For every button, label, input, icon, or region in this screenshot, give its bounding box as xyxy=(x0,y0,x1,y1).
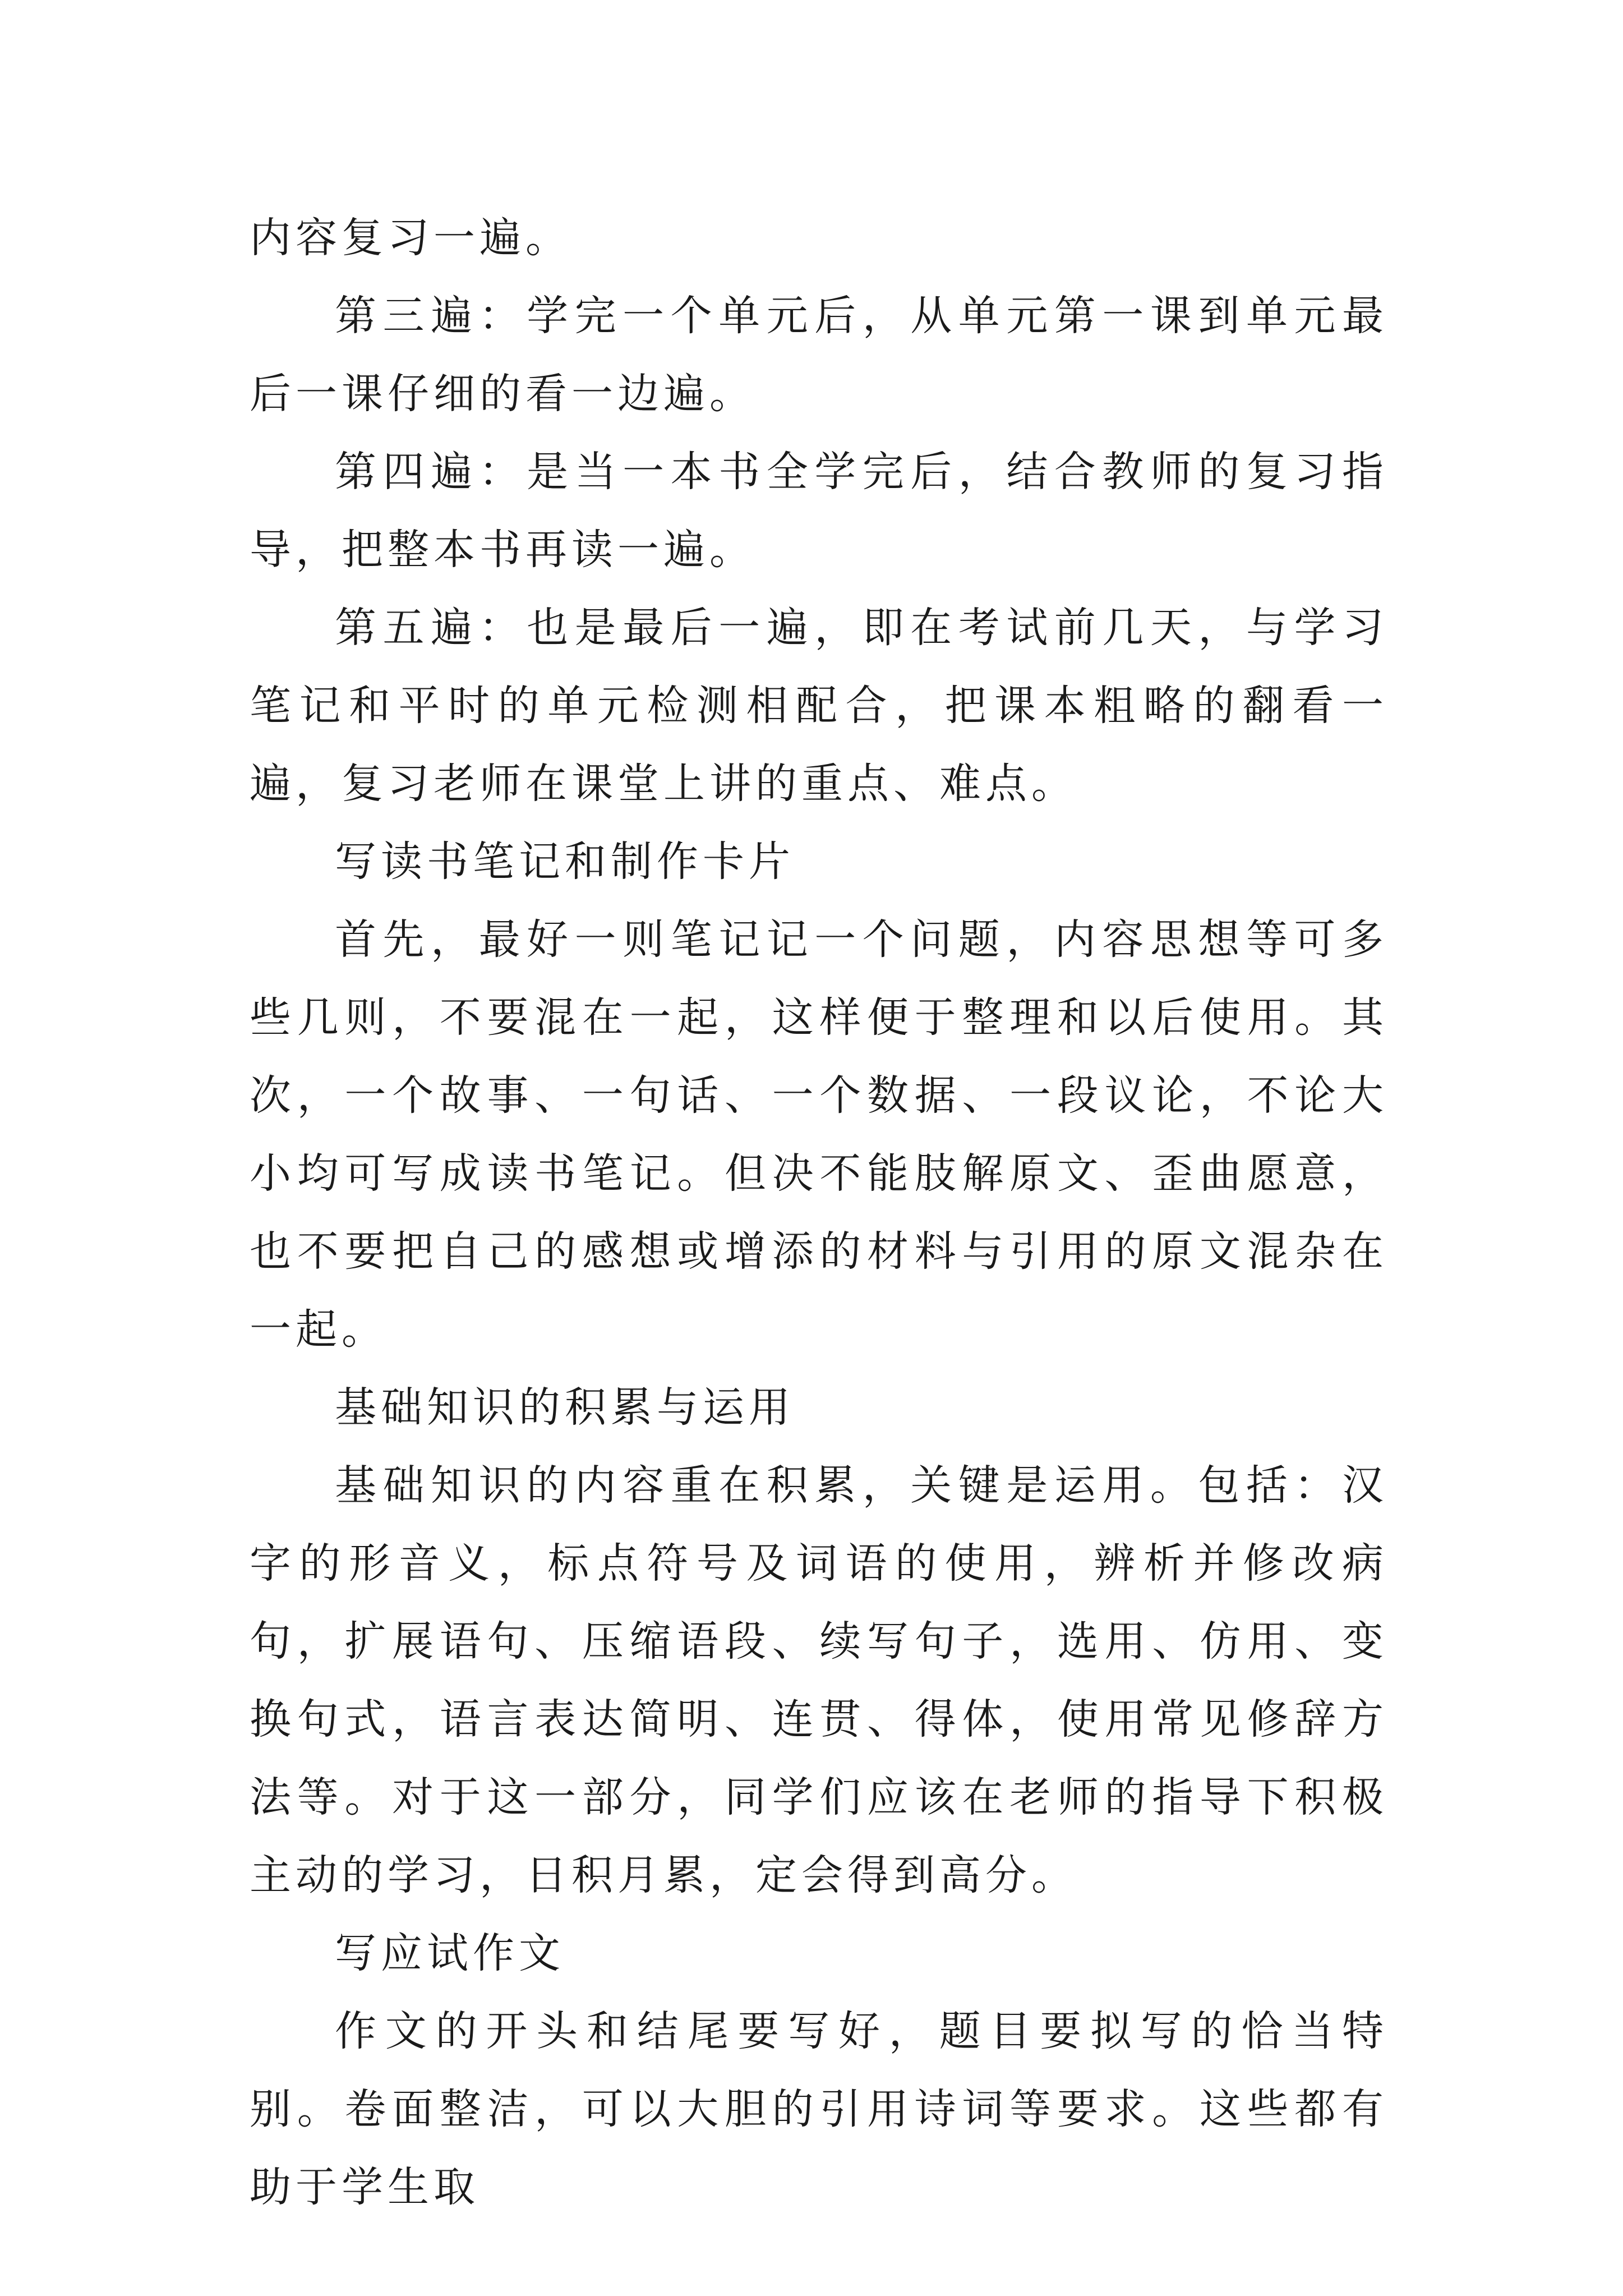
document-body xyxy=(250,199,1388,2226)
paragraph-fifth-pass: 第五遍：也是最后一遍，即在考试前几天，与学习笔记和平时的单元检测相配合，把课本粗略的翻看一遍，复习老师在课堂上讲的重点、难点。 xyxy=(250,604,1388,808)
paragraph-exam-essay: 作文的开头和结尾要写好，题目要拟写的恰当特别。卷面整洁，可以大胆的引用诗词等要求。这些都有助于学生取 xyxy=(250,2007,1388,2211)
paragraph-continuation: 内容复习一遍。 xyxy=(250,214,571,262)
paragraph-reading-notes: 首先，最好一则笔记记一个问题，内容思想等可多些几则，不要混在一起，这样便于整理和以后使用。其次，一个故事、一句话、一个数据、一段议论，不论大小均可写成读书笔记。但决不能肢解原文、歪曲愿意，也不要把自己的感想或增添的材料与引用的原文混杂在一起。 xyxy=(250,915,1388,1354)
section-heading-reading-notes: 写读书笔记和制作卡片 xyxy=(335,838,795,886)
section-heading-basic-knowledge: 基础知识的积累与运用 xyxy=(335,1383,795,1432)
paragraph-basic-knowledge: 基础知识的内容重在积累，关键是运用。包括：汉字的形音义，标点符号及词语的使用，辨析并修改病句，扩展语句、压缩语段、续写句子，选用、仿用、变换句式，语言表达简明、连贯、得体，使用常见修辞方法等。对于这一部分，同学们应该在老师的指导下积极主动的学习，日积月累，定会得到高分。 xyxy=(250,1461,1388,1899)
section-heading-exam-essay: 写应试作文 xyxy=(335,1929,565,1977)
paragraph-fourth-pass: 第四遍：是当一本书全学完后，结合教师的复习指导，把整本书再读一遍。 xyxy=(250,448,1388,574)
paragraph-third-pass: 第三遍：学完一个单元后，从单元第一课到单元最后一课仔细的看一边遍。 xyxy=(250,292,1388,418)
